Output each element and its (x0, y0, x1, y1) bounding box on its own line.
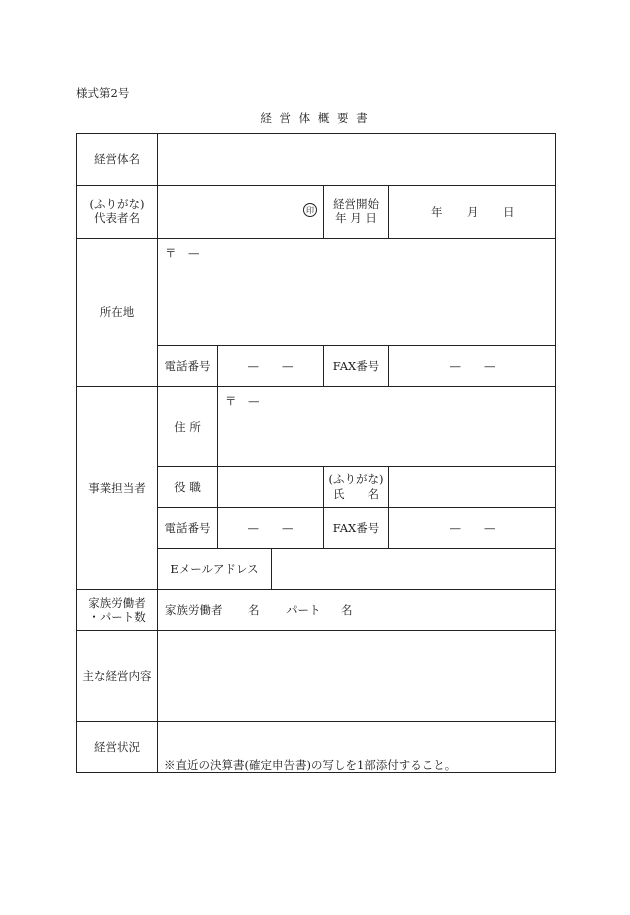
contact-fax-label: FAX番号 (332, 521, 380, 535)
start-date-label-1: 経営開始 (333, 197, 379, 211)
address-label: 住 所 (174, 420, 201, 434)
form-title: 経 営 体 概 要 書 (260, 111, 370, 125)
col-divider (388, 185, 389, 238)
form-number: 様式第2号 (76, 86, 130, 100)
family-label-2: ・パート数 (88, 610, 146, 624)
row-divider (76, 185, 556, 186)
fax-field[interactable]: — — (449, 359, 496, 373)
main-business-field[interactable] (158, 631, 555, 720)
business-name-field[interactable] (158, 134, 555, 185)
rep-name-field[interactable] (158, 186, 298, 238)
email-label: Eメールアドレス (170, 562, 259, 576)
phone-field[interactable]: — — (247, 359, 294, 373)
part-time-label: パート (286, 603, 321, 617)
name-furigana-label: (ふりがな) (328, 472, 384, 486)
contact-phone-label: 電話番号 (164, 521, 211, 535)
name-label: 氏 名 (333, 487, 379, 501)
location-address-field[interactable] (158, 262, 555, 344)
start-date-label-2: 年 月 日 (335, 211, 377, 225)
row-divider (76, 386, 556, 387)
position-field[interactable] (218, 467, 323, 507)
seal-mark: 印 (303, 203, 317, 217)
contact-label: 事業担当者 (88, 481, 146, 495)
contact-name-field[interactable] (389, 467, 555, 507)
main-business-label: 主な経営内容 (82, 669, 152, 683)
date-month-label: 月 (467, 205, 479, 219)
status-label: 経営状況 (94, 740, 140, 754)
status-field[interactable] (158, 722, 555, 756)
family-workers-label: 家族労働者 (165, 603, 223, 617)
family-unit-label: 名 (248, 603, 260, 617)
fax-label: FAX番号 (332, 359, 380, 373)
family-label-1: 家族労働者 (88, 596, 146, 610)
status-note: ※直近の決算書(確定申告書)の写しを1部添付すること。 (164, 758, 457, 772)
email-field[interactable] (272, 549, 555, 589)
contact-address-field[interactable] (218, 410, 555, 465)
position-label: 役 職 (174, 480, 201, 494)
row-divider (76, 589, 556, 590)
business-name-label: 経営体名 (94, 152, 140, 166)
row-divider (76, 238, 556, 239)
contact-fax-field[interactable]: — — (449, 521, 496, 535)
contact-phone-field[interactable]: — — (247, 521, 294, 535)
date-day-label: 日 (503, 205, 515, 219)
part-time-unit-label: 名 (341, 603, 353, 617)
phone-label: 電話番号 (164, 359, 211, 373)
date-year-label: 年 (431, 205, 443, 219)
rep-name-label: 代表者名 (94, 211, 140, 225)
location-label: 所在地 (99, 305, 135, 319)
postal-mark: 〒 — (165, 246, 200, 260)
contact-postal-mark: 〒 — (225, 394, 260, 408)
rep-furigana-label: (ふりがな) (89, 197, 145, 211)
